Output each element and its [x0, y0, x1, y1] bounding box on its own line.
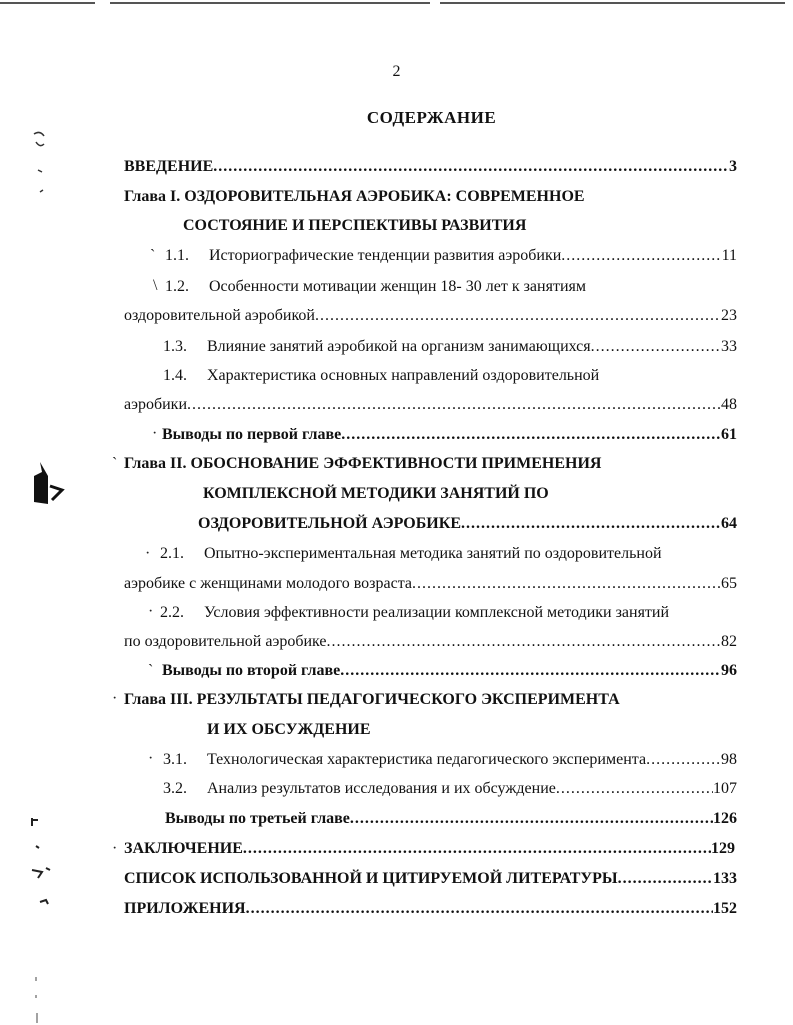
entry-label: ОЗДОРОВИТЕЛЬНОЙ АЭРОБИКЕ [198, 515, 462, 532]
scan-top-line [0, 2, 95, 4]
entry-page: 48 [721, 396, 737, 413]
leader-dots [246, 900, 713, 918]
chapter-3-heading[interactable]: Глава III. РЕЗУЛЬТАТЫ ПЕДАГОГИЧЕСКОГО ЭКСПЕРИМЕНТА [124, 691, 620, 708]
leader-dots [350, 810, 713, 828]
toc-entry-ch3-conclusions[interactable] [165, 810, 737, 828]
toc-entry-3-1[interactable] [163, 751, 737, 769]
leader-dots [461, 515, 721, 533]
toc-entry-intro[interactable] [124, 158, 737, 176]
leader-dots [556, 780, 713, 798]
entry-page: 11 [721, 247, 737, 264]
leader-dots [213, 158, 729, 176]
entry-page: 82 [721, 633, 737, 650]
leader-dots [618, 870, 713, 888]
section-number: 3.2. [163, 780, 187, 797]
entry-page: 23 [721, 307, 737, 324]
leader-dots [646, 751, 721, 769]
scan-mark: ` [112, 455, 118, 472]
margin-blot [32, 975, 42, 1025]
entry-page: 61 [721, 426, 737, 443]
entry-page: 107 [713, 780, 737, 797]
leader-dots [341, 426, 721, 444]
entry-label: Условия эффективности реализации комплексной методики занятий [204, 604, 670, 621]
toc-entry-1-2[interactable] [165, 278, 586, 296]
entry-label: аэробике с женщинами молодого возраста [124, 575, 412, 592]
entry-label: Выводы по второй главе [162, 662, 341, 679]
entry-page: 152 [713, 900, 737, 917]
entry-label: Выводы по третьей главе [165, 810, 350, 827]
scan-mark: · [148, 750, 154, 767]
chapter-1-heading-cont: СОСТОЯНИЕ И ПЕРСПЕКТИВЫ РАЗВИТИЯ [183, 217, 527, 234]
leader-dots [412, 575, 721, 593]
scan-top-line [110, 2, 430, 4]
margin-blot [30, 128, 50, 198]
toc-entry-ch2-conclusions[interactable] [162, 662, 737, 680]
scan-mark: · [152, 425, 158, 442]
leader-dots [561, 247, 721, 265]
chapter-2-heading[interactable]: Глава II. ОБОСНОВАНИЕ ЭФФЕКТИВНОСТИ ПРИМЕНЕНИЯ [124, 455, 602, 472]
section-number: 1.2. [165, 278, 189, 295]
toc-entry-2-1[interactable] [160, 545, 662, 563]
scan-mark: · [112, 690, 118, 707]
section-number: 1.3. [163, 338, 187, 355]
toc-entry-references[interactable] [124, 870, 737, 888]
toc-entry-2-2-cont[interactable] [124, 633, 737, 651]
section-number: 3.1. [163, 751, 187, 768]
scan-mark: ` [150, 247, 156, 264]
entry-page: 129 [711, 840, 735, 857]
leader-dots [327, 633, 722, 651]
toc-entry-1-4[interactable] [163, 367, 599, 385]
toc-entry-2-2[interactable] [160, 604, 669, 622]
scan-mark: \ [153, 277, 158, 294]
entry-page: 96 [721, 662, 737, 679]
entry-page: 126 [713, 810, 737, 827]
scan-mark: · [148, 603, 154, 620]
entry-label: ЗАКЛЮЧЕНИЕ [124, 840, 243, 857]
chapter-3-heading-cont: И ИХ ОБСУЖДЕНИЕ [207, 721, 371, 738]
toc-entry-1-4-cont[interactable] [124, 396, 737, 414]
margin-stamp [30, 460, 66, 506]
toc-entry-3-2[interactable] [163, 780, 737, 798]
chapter-2-heading-last[interactable] [198, 515, 737, 533]
entry-label: Характеристика основных направлений оздоровительной [207, 367, 600, 384]
toc-entry-1-3[interactable] [163, 338, 737, 356]
toc-entry-ch1-conclusions[interactable] [162, 426, 737, 444]
entry-page: 98 [721, 751, 737, 768]
entry-label: по оздоровительной аэробике [124, 633, 327, 650]
entry-page: 33 [721, 338, 737, 355]
leader-dots [315, 307, 721, 325]
scan-mark: · [145, 545, 151, 562]
leader-dots [591, 338, 721, 356]
leader-dots [187, 396, 721, 414]
entry-label: аэробики [124, 396, 188, 413]
entry-label: ВВЕДЕНИЕ [124, 158, 214, 175]
leader-dots [340, 662, 721, 680]
chapter-1-heading[interactable]: Глава I. ОЗДОРОВИТЕЛЬНАЯ АЭРОБИКА: СОВРЕМЕННОЕ [124, 188, 585, 205]
leader-dots [243, 840, 711, 858]
entry-label: СПИСОК ИСПОЛЬЗОВАННОЙ И ЦИТИРУЕМОЙ ЛИТЕРАТУРЫ [124, 870, 618, 887]
page-number: 2 [392, 63, 401, 80]
entry-label: Выводы по первой главе [162, 426, 342, 443]
entry-label: оздоровительной аэробикой [124, 307, 315, 324]
toc-entry-1-1[interactable] [165, 247, 737, 265]
toc-entry-appendix[interactable] [124, 900, 737, 918]
chapter-2-heading-cont: КОМПЛЕКСНОЙ МЕТОДИКИ ЗАНЯТИЙ ПО [203, 485, 549, 502]
section-number: 1.1. [165, 247, 189, 264]
entry-page: 133 [713, 870, 737, 887]
scan-top-line [440, 2, 785, 4]
entry-label: Технологическая характеристика педагогического эксперимента [207, 751, 647, 768]
entry-label: Анализ результатов исследования и их обсуждение [207, 780, 556, 797]
entry-page: 65 [721, 575, 737, 592]
entry-label: Опытно-экспериментальная методика занятий по оздоровительной [204, 545, 662, 562]
toc-entry-2-1-cont[interactable] [124, 575, 737, 593]
section-number: 2.2. [160, 604, 184, 621]
entry-page: 64 [721, 515, 737, 532]
entry-label: Влияние занятий аэробикой на организм занимающихся [207, 338, 591, 355]
section-number: 1.4. [163, 367, 187, 384]
entry-page: 3 [729, 158, 737, 175]
scan-mark: ` [148, 662, 154, 679]
entry-label: ПРИЛОЖЕНИЯ [124, 900, 246, 917]
entry-label: Особенности мотивации женщин 18- 30 лет к занятиям [209, 278, 586, 295]
entry-label: Историографические тенденции развития аэробики [209, 247, 562, 264]
scan-mark: · [112, 840, 118, 857]
margin-blot [30, 816, 60, 916]
toc-entry-1-2-cont[interactable] [124, 307, 737, 325]
toc-title: СОДЕРЖАНИЕ [366, 108, 497, 127]
toc-entry-conclusion[interactable] [124, 840, 735, 858]
section-number: 2.1. [160, 545, 184, 562]
